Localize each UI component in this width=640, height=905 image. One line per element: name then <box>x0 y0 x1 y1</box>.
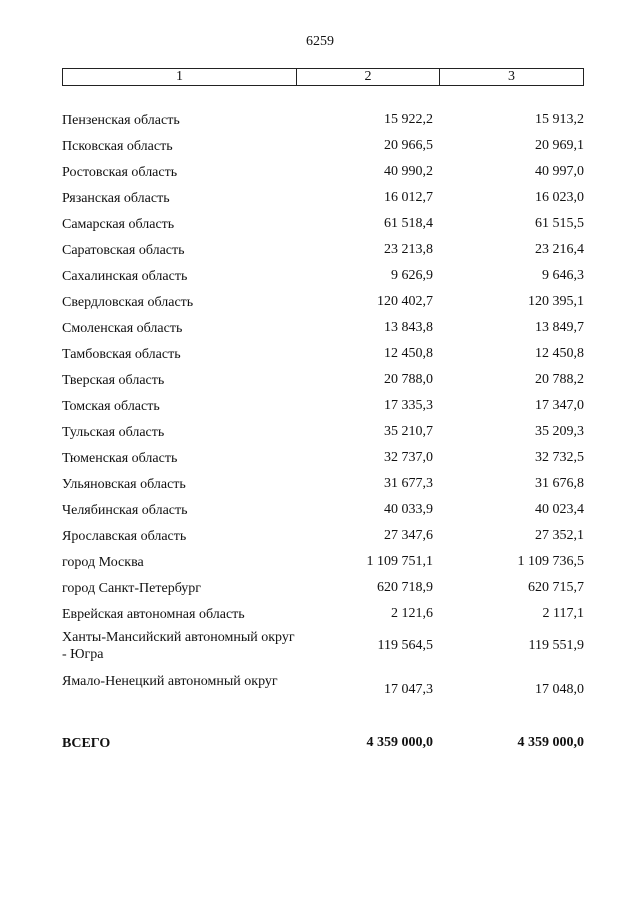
value-col3: 32 732,5 <box>535 450 584 465</box>
value-col2: 40 033,9 <box>384 502 433 517</box>
value-col2: 61 518,4 <box>384 216 433 231</box>
value-col2: 17 047,3 <box>384 682 433 697</box>
value-col2: 27 347,6 <box>384 528 433 543</box>
table-row <box>62 393 584 419</box>
value-col3: 20 788,2 <box>535 372 584 387</box>
value-col2: 13 843,8 <box>384 320 433 335</box>
table-row <box>62 341 584 367</box>
table-row <box>62 263 584 289</box>
region-name: Ульяновская область <box>62 476 186 492</box>
total-col3: 4 359 000,0 <box>517 735 584 750</box>
region-name: Ямало-Ненецкий автономный округ <box>62 674 278 689</box>
value-col3: 2 117,1 <box>542 606 584 621</box>
region-name: Псковская область <box>62 138 173 154</box>
region-name: Свердловская область <box>62 294 194 310</box>
table-row <box>62 671 584 715</box>
table-row <box>62 107 584 133</box>
value-col2: 23 213,8 <box>384 242 433 257</box>
value-col2: 119 564,5 <box>377 638 433 653</box>
value-col3: 27 352,1 <box>535 528 584 543</box>
value-col2: 620 718,9 <box>377 580 433 595</box>
region-name: Ростовская область <box>62 164 178 180</box>
table-row <box>62 575 584 601</box>
value-col3: 16 023,0 <box>535 190 584 205</box>
value-col3: 35 209,3 <box>535 424 584 439</box>
region-name: Челябинская область <box>62 502 188 518</box>
table-row <box>62 445 584 471</box>
value-col3: 61 515,5 <box>535 216 584 231</box>
table-row <box>62 289 584 315</box>
region-name: Самарская область <box>62 216 175 232</box>
table-row <box>62 185 584 211</box>
table-row <box>62 211 584 237</box>
table-row <box>62 601 584 627</box>
table-row <box>62 237 584 263</box>
value-col2: 17 335,3 <box>384 398 433 413</box>
value-col3: 40 997,0 <box>535 164 584 179</box>
value-col3: 23 216,4 <box>535 242 584 257</box>
value-col2: 35 210,7 <box>384 424 433 439</box>
table-row <box>62 367 584 393</box>
region-name: Еврейская автономная область <box>62 606 245 622</box>
value-col3: 12 450,8 <box>535 346 584 361</box>
table-row <box>62 471 584 497</box>
total-row <box>62 735 584 752</box>
value-col3: 17 048,0 <box>535 682 584 697</box>
region-name: Саратовская область <box>62 242 185 258</box>
value-col3: 13 849,7 <box>535 320 584 335</box>
region-name: Пензенская область <box>62 112 180 128</box>
value-col2: 20 966,5 <box>384 138 433 153</box>
table-row <box>62 549 584 575</box>
value-col3: 17 347,0 <box>535 398 584 413</box>
value-col2: 15 922,2 <box>384 112 433 127</box>
table-row <box>62 159 584 185</box>
region-name: Тамбовская область <box>62 346 181 362</box>
value-col3: 1 109 736,5 <box>517 554 584 569</box>
value-col2: 32 737,0 <box>384 450 433 465</box>
value-col2: 12 450,8 <box>384 346 433 361</box>
region-name: город Санкт-Петербург <box>62 580 202 596</box>
region-name: Ханты-Мансийский автономный округ - Югра <box>62 630 295 662</box>
value-col3: 31 676,8 <box>535 476 584 491</box>
value-col3: 9 646,3 <box>542 268 584 283</box>
column-header-2: 2 <box>297 69 440 85</box>
table-body <box>62 107 584 715</box>
table-row <box>62 133 584 159</box>
value-col3: 620 715,7 <box>528 580 584 595</box>
region-name: Тюменская область <box>62 450 178 466</box>
region-name: Тверская область <box>62 372 165 388</box>
value-col2: 2 121,6 <box>391 606 433 621</box>
value-col2: 9 626,9 <box>391 268 433 283</box>
total-col2: 4 359 000,0 <box>366 735 433 750</box>
region-name: город Москва <box>62 554 144 570</box>
region-name: Сахалинская область <box>62 268 188 284</box>
value-col3: 15 913,2 <box>535 112 584 127</box>
value-col3: 120 395,1 <box>528 294 584 309</box>
value-col2: 16 012,7 <box>384 190 433 205</box>
value-col3: 119 551,9 <box>528 638 584 653</box>
value-col2: 120 402,7 <box>377 294 433 309</box>
column-header-3: 3 <box>508 69 515 84</box>
region-name: Рязанская область <box>62 190 170 206</box>
table-row <box>62 497 584 523</box>
value-col2: 1 109 751,1 <box>366 554 433 569</box>
value-col2: 40 990,2 <box>384 164 433 179</box>
region-name: Смоленская область <box>62 320 183 336</box>
region-name: Тульская область <box>62 424 165 440</box>
total-label: ВСЕГО <box>62 736 111 751</box>
table-row <box>62 627 584 671</box>
value-col3: 40 023,4 <box>535 502 584 517</box>
table-row <box>62 315 584 341</box>
table-row <box>62 419 584 445</box>
region-name: Ярославская область <box>62 528 187 544</box>
region-name: Томская область <box>62 398 160 414</box>
table-row <box>62 523 584 549</box>
column-header-1: 1 <box>63 69 297 85</box>
value-col2: 31 677,3 <box>384 476 433 491</box>
value-col2: 20 788,0 <box>384 372 433 387</box>
page-number: 6259 <box>306 34 334 49</box>
table-header <box>62 68 584 86</box>
value-col3: 20 969,1 <box>535 138 584 153</box>
